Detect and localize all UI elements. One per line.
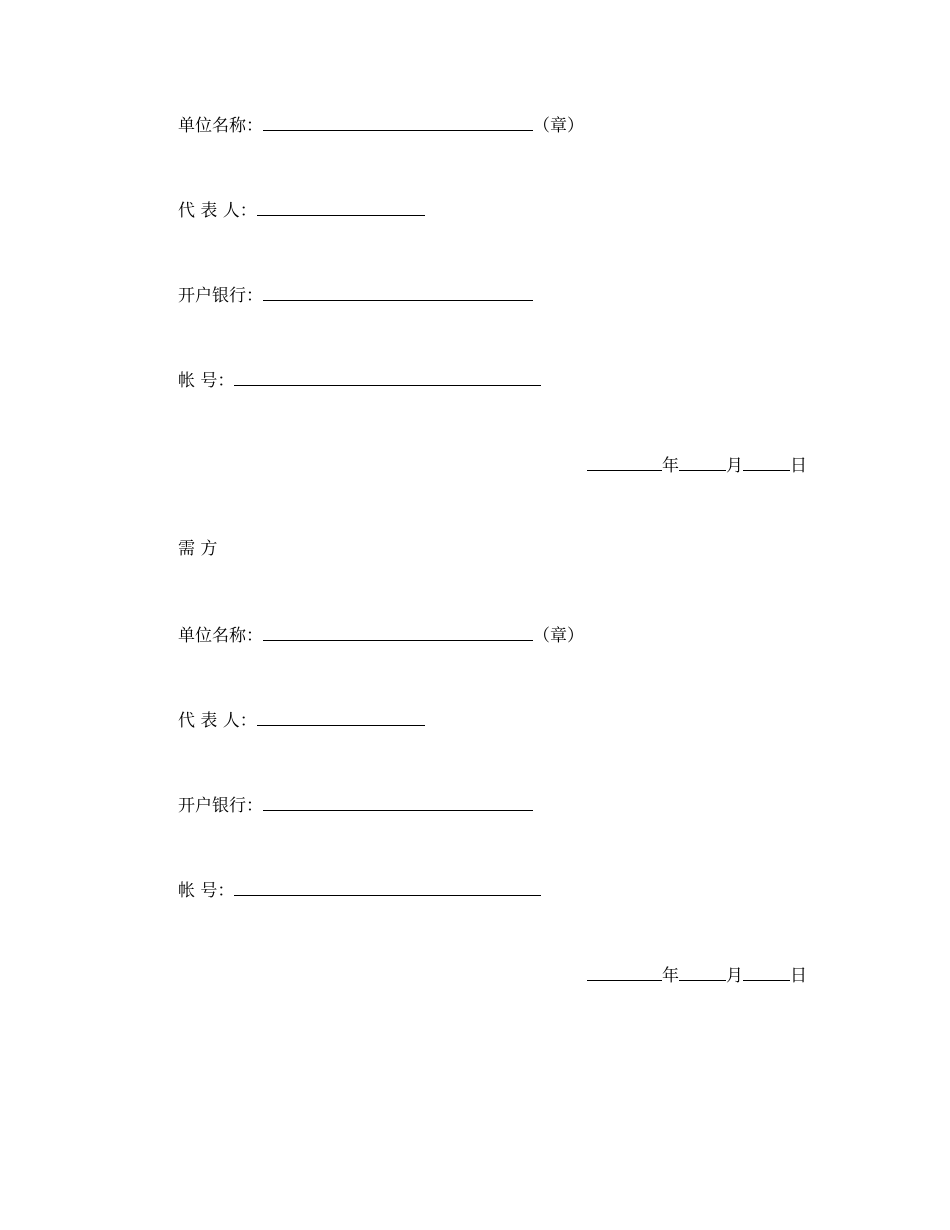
buyer-unit-name-row	[178, 622, 584, 646]
buyer-bank-row	[178, 792, 533, 816]
buyer-representative-row	[178, 707, 425, 731]
supplier-date-row	[587, 452, 807, 476]
representative-label: 代 表 人：	[178, 201, 257, 221]
supplier-bank-row	[178, 282, 533, 306]
unit-name-label: 单位名称：	[178, 116, 263, 136]
year-label: 年	[662, 966, 679, 986]
account-blank[interactable]	[234, 877, 541, 896]
representative-label: 代 表 人：	[178, 711, 257, 731]
unit-name-blank[interactable]	[263, 112, 533, 131]
buyer-section-title: 需 方	[178, 539, 218, 559]
account-label: 帐 号：	[178, 881, 235, 901]
bank-label: 开户银行：	[178, 796, 263, 816]
month-label: 月	[726, 456, 743, 476]
unit-name-blank[interactable]	[263, 622, 533, 641]
year-blank[interactable]	[587, 452, 662, 471]
month-blank[interactable]	[679, 962, 726, 981]
month-label: 月	[726, 966, 743, 986]
bank-blank[interactable]	[263, 282, 533, 301]
unit-name-label: 单位名称：	[178, 626, 263, 646]
year-label: 年	[662, 456, 679, 476]
day-label: 日	[790, 966, 807, 986]
account-blank[interactable]	[234, 367, 541, 386]
account-label: 帐 号：	[178, 371, 235, 391]
month-blank[interactable]	[679, 452, 726, 471]
supplier-unit-name-row	[178, 112, 584, 136]
seal-label: （章）	[533, 116, 584, 136]
supplier-account-row	[178, 367, 541, 391]
bank-blank[interactable]	[263, 792, 533, 811]
bank-label: 开户银行：	[178, 286, 263, 306]
representative-blank[interactable]	[257, 707, 425, 726]
buyer-date-row	[587, 962, 807, 986]
day-label: 日	[790, 456, 807, 476]
representative-blank[interactable]	[257, 197, 425, 216]
buyer-account-row	[178, 877, 541, 901]
seal-label: （章）	[533, 626, 584, 646]
day-blank[interactable]	[743, 962, 790, 981]
day-blank[interactable]	[743, 452, 790, 471]
year-blank[interactable]	[587, 962, 662, 981]
supplier-representative-row	[178, 197, 425, 221]
